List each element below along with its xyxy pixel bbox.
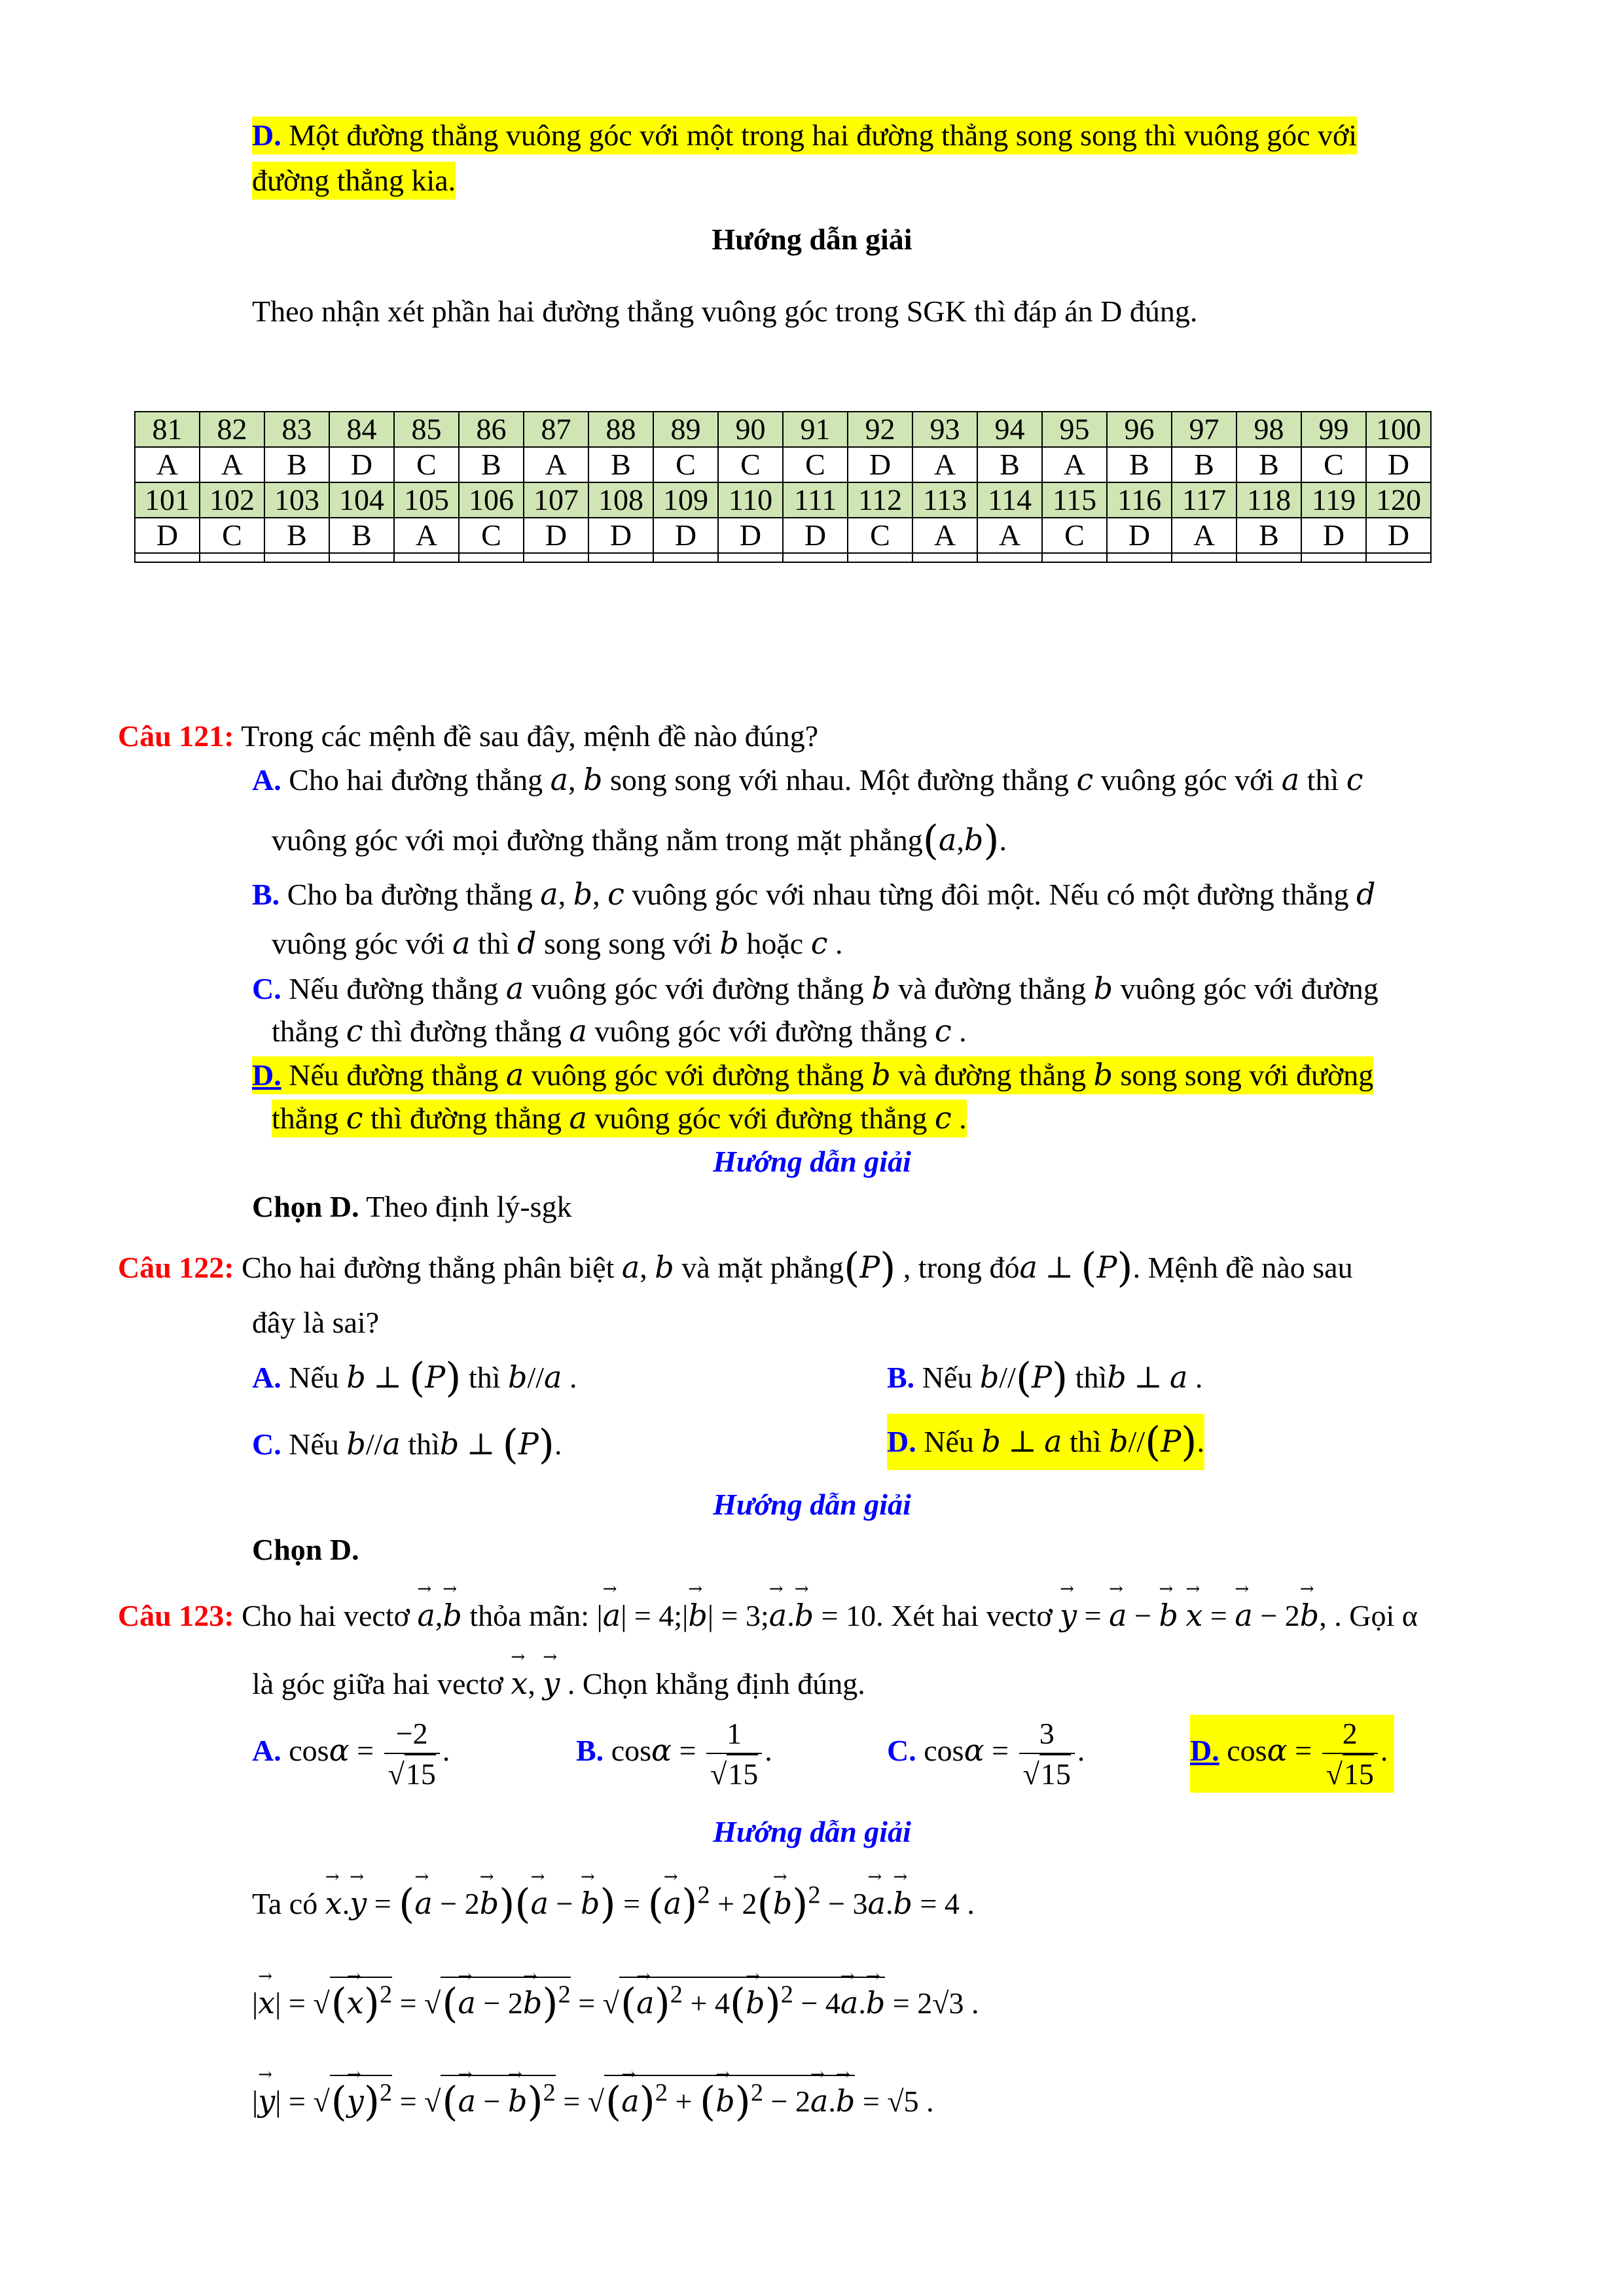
answer-row-cell: D [135,518,200,553]
q123-guide-heading: Hướng dẫn giải [713,1815,911,1848]
answer-row-cell: C [459,518,524,553]
prev-guide-heading: Hướng dẫn giải [712,223,912,256]
answer-row-cell: C [200,518,264,553]
empty-cell [524,553,588,562]
question-number-row-cell: 89 [653,412,718,447]
question-number-row-cell: 120 [1366,482,1431,518]
answer-row-cell: B [1236,518,1301,553]
empty-cell [1172,553,1236,562]
answer-row-cell: A [1042,447,1107,482]
answer-row-cell: D [329,447,394,482]
question-number-row-cell: 117 [1172,482,1236,518]
q121-option-d-line1: D. Nếu đường thẳng a vuông góc với đường thẳng b và đường thẳng b song song với đường [252,1056,1373,1094]
prev-option-d-line1: D. Một đường thẳng vuông góc với một trong hai đường thẳng song song thì vuông góc với [252,117,1357,154]
q121-option-c-line1: C. Nếu đường thẳng a vuông góc với đường thẳng b và đường thẳng b vuông góc với đường [252,971,1379,1006]
q122-option-c: C. Nếu b//a thìb ⊥ (P). [252,1420,562,1468]
empty-cell [1107,553,1172,562]
q122-guide-heading: Hướng dẫn giải [713,1488,911,1521]
question-number-row-cell: 93 [912,412,977,447]
empty-cell [200,553,264,562]
answer-row-cell: A [135,447,200,482]
answer-row-cell: B [329,518,394,553]
question-number-row-cell: 104 [329,482,394,518]
answer-row-cell: D [848,447,912,482]
answer-row-cell: B [264,447,329,482]
q121-option-b-line2: vuông góc với a thì d song song với b hoặc c . [272,925,843,961]
question-number-row-cell: 113 [912,482,977,518]
empty-cell [653,553,718,562]
answer-row-cell: A [1172,518,1236,553]
q122-option-b: B. Nếu b//(P) thìb ⊥ a . [887,1354,1203,1401]
q121-option-a-line2: vuông góc với mọi đường thẳng nằm trong mặt phẳng(a,b). [272,816,1007,864]
question-number-row-cell: 118 [1236,482,1301,518]
question-number-row-cell: 109 [653,482,718,518]
answer-row-cell: B [588,447,653,482]
question-number-row-cell: 111 [783,482,848,518]
empty-cell [977,553,1042,562]
empty-cell [588,553,653,562]
q123-option-a: A. cosα = $\frac{-2}{√15}$ . [252,1715,450,1793]
question-number-row-cell: 86 [459,412,524,447]
answer-row-cell: A [977,518,1042,553]
answer-row-cell: D [524,518,588,553]
answer-row-cell: D [1366,447,1431,482]
answer-row-cell: C [394,447,459,482]
empty-cell [783,553,848,562]
answer-row-cell: A [200,447,264,482]
answer-row [135,447,1431,482]
answer-row-cell: C [1042,518,1107,553]
q122-stem-line1: Câu 122: Cho hai đường thẳng phân biệt a, b và mặt phẳng(P) , trong đóa ⊥ (P). Mệnh đề nào sau [118,1244,1353,1291]
question-number-row-cell: 94 [977,412,1042,447]
empty-cell [1301,553,1366,562]
empty-cell [1042,553,1107,562]
question-number-row-cell: 116 [1107,482,1172,518]
empty-cell [912,553,977,562]
answer-row-cell: B [977,447,1042,482]
question-number-row-cell: 105 [394,482,459,518]
q123-stem-line1: Câu 123: Cho hai vectơ → a,→ b thỏa mãn: |→ a| = 4;|→ b| = 3;→ a.→ b = 10. Xét hai vectơ → y = → a − → b → x = → a − 2→ b, . Gọi α [118,1597,1418,1635]
q121-answer: Chọn D. Theo định lý-sgk [252,1190,572,1223]
empty-cell [459,553,524,562]
answer-row-cell: A [912,447,977,482]
answer-row-cell: C [718,447,783,482]
answer-row-cell: B [1236,447,1301,482]
empty-cell [718,553,783,562]
answer-row-cell: C [653,447,718,482]
question-number-row [135,482,1431,518]
q122-answer: Chọn D. [252,1533,359,1566]
q122-option-a: A. Nếu b ⊥ (P) thì b//a . [252,1354,577,1401]
empty-cell [135,553,200,562]
question-number-row-cell: 107 [524,482,588,518]
question-number-row-cell: 110 [718,482,783,518]
empty-row [135,553,1431,562]
empty-cell [1366,553,1431,562]
answer-row-cell: A [912,518,977,553]
question-number-row-cell: 96 [1107,412,1172,447]
prev-option-d-line2: đường thẳng kia. [252,162,456,200]
question-number-row-cell: 83 [264,412,329,447]
question-number-row-cell: 100 [1366,412,1431,447]
question-number-row-cell: 97 [1172,412,1236,447]
question-number-row-cell: 90 [718,412,783,447]
question-number-row-cell: 82 [200,412,264,447]
answer-row-cell: D [588,518,653,553]
answer-row-cell: A [394,518,459,553]
question-number-row-cell: 108 [588,482,653,518]
question-number-row-cell: 114 [977,482,1042,518]
question-number-row-cell: 115 [1042,482,1107,518]
q122-stem-line2: đây là sai? [252,1306,380,1339]
question-number-row-cell: 106 [459,482,524,518]
q123-option-c: C. cosα = $\frac{3}{√15}$ . [887,1715,1085,1793]
answer-row-cell: B [1172,447,1236,482]
answer-row-cell: D [653,518,718,553]
answer-row-cell: D [783,518,848,553]
question-number-row [135,412,1431,447]
q123-option-b: B. cosα = $\frac{1}{√15}$ . [576,1715,772,1793]
answer-row-cell: C [783,447,848,482]
question-number-row-cell: 81 [135,412,200,447]
question-number-row-cell: 88 [588,412,653,447]
answer-row [135,518,1431,553]
q121-option-c-line2: thẳng c thì đường thẳng a vuông góc với đường thẳng c . [272,1013,967,1049]
answer-row-cell: A [524,447,588,482]
answer-row-cell: C [1301,447,1366,482]
question-number-row-cell: 102 [200,482,264,518]
question-number-row-cell: 99 [1301,412,1366,447]
prev-guide-text: Theo nhận xét phần hai đường thẳng vuông góc trong SGK thì đáp án D đúng. [252,295,1198,328]
q123-solution-line2: |→ x| = √(→ x)$^2$ = √(→ a − 2→ b)$^2$ = √(→ $a)^2 + 4(\to b)^2 - 4\to a.\to b = 2√3$ . [252,1977,979,2029]
q121-option-d-line2: thẳng c thì đường thẳng a vuông góc với đường thẳng c . [272,1100,967,1138]
answer-row-cell: D [1107,518,1172,553]
empty-cell [1236,553,1301,562]
empty-cell [394,553,459,562]
answer-row-cell: C [848,518,912,553]
q123-stem-line2: là góc giữa hai vectơ → x, → y . Chọn khẳng định đúng. [252,1665,865,1703]
question-number-row-cell: 112 [848,482,912,518]
answer-row-cell: D [1366,518,1431,553]
q123-solution-line3: |→ y| = √(→ y)$^2$ = √(→ a − → b)$^2$ = √(→ a)$^2$ + (→ b)$^2$ − 2→ a.→ b = √5 . [252,2075,934,2127]
answer-row-cell: B [1107,447,1172,482]
q122-option-d: D. Nếu b ⊥ a thì b//(P). [887,1414,1204,1470]
answer-key-table [134,411,1432,563]
question-number-row-cell: 95 [1042,412,1107,447]
question-number-row-cell: 103 [264,482,329,518]
empty-cell [264,553,329,562]
answer-row-cell: D [1301,518,1366,553]
q121-option-a-line1: A. Cho hai đường thẳng a, b song song với nhau. Một đường thẳng c vuông góc với a thì c [252,762,1363,797]
question-number-row-cell: 119 [1301,482,1366,518]
q121-stem: Câu 121: Trong các mệnh đề sau đây, mệnh đề nào đúng? [118,719,819,753]
empty-cell [329,553,394,562]
question-number-row-cell: 85 [394,412,459,447]
answer-row-cell: B [264,518,329,553]
q123-solution-line1: Ta có → x.→ y = (→ a − 2→ b)(→ a − → b) = (→ $a)^2 + 2(\to b)^2 - 3\to a.\to b = 4$ . [252,1878,975,1929]
question-number-row-cell: 87 [524,412,588,447]
empty-cell [848,553,912,562]
q121-guide-heading: Hướng dẫn giải [713,1145,911,1178]
q123-option-d: D. cosα = $\frac{2}{√15}$ . [1190,1715,1394,1793]
question-number-row-cell: 92 [848,412,912,447]
q121-option-b-line1: B. Cho ba đường thẳng a, b, c vuông góc với nhau từng đôi một. Nếu có một đường thẳng d [252,876,1376,912]
question-number-row-cell: 101 [135,482,200,518]
answer-row-cell: B [459,447,524,482]
answer-row-cell: D [718,518,783,553]
question-number-row-cell: 91 [783,412,848,447]
question-number-row-cell: 84 [329,412,394,447]
question-number-row-cell: 98 [1236,412,1301,447]
